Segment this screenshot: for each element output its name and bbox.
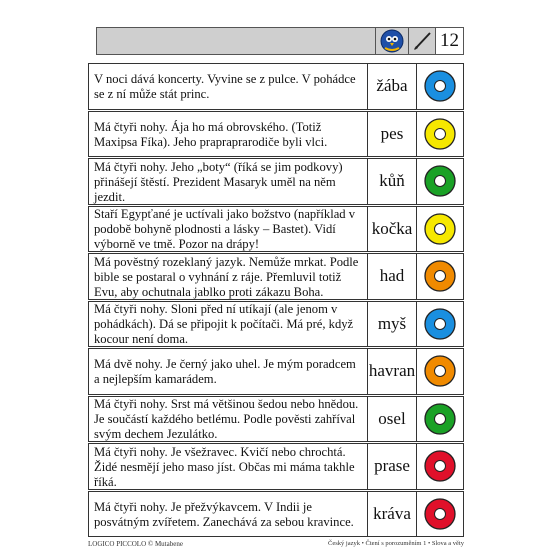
answer-word: havran <box>368 349 417 394</box>
table-row <box>88 158 464 205</box>
answer-word: žába <box>368 64 417 109</box>
clue-text: Staří Egypťané je uctívali jako božstvo (například v podobě bohyně plodnosti a lásky – Bastet). Vidí výborně ve tmě. Pozor na drápy! <box>89 207 368 252</box>
answer-word: prase <box>368 444 417 489</box>
header-bar <box>96 27 464 55</box>
clue-text: Má pověstný rozeklaný jazyk. Nemůže mrkat. Podle bible se postaral o vyhnání z ráje. Přemluvil totiž Evu, aby ochutnala jablko proti zákazu Boha. <box>89 254 368 299</box>
color-dot-cell <box>417 254 463 299</box>
color-dot-cell <box>417 112 463 157</box>
table-row <box>88 348 464 395</box>
color-dot-cell <box>417 64 463 109</box>
answer-word: kůň <box>368 159 417 204</box>
clue-text: Má čtyři nohy. Je přežvýkavcem. V Indii je posvátným zvířetem. Zanechává za sebou kravince. <box>89 492 368 537</box>
color-dot-icon <box>423 164 457 198</box>
clue-text: V noci dává koncerty. Vyvine se z pulce. V pohádce se z ní může stát princ. <box>89 64 368 109</box>
color-dot-cell <box>417 207 463 252</box>
table-row <box>88 443 464 490</box>
color-dot-icon <box>423 212 457 246</box>
table-row <box>88 253 464 300</box>
color-dot-cell <box>417 444 463 489</box>
answer-word: myš <box>368 302 417 347</box>
quiz-table <box>88 63 464 543</box>
color-dot-cell <box>417 492 463 537</box>
owl-logo-icon <box>375 28 408 54</box>
clue-text: Má čtyři nohy. Ája ho má obrovského. (Totiž Maxipsa Fíka). Jeho prapraprarodiče byli vlci. <box>89 112 368 157</box>
color-dot-icon <box>423 69 457 103</box>
answer-word: kočka <box>368 207 417 252</box>
table-row <box>88 206 464 253</box>
clue-text: Má dvě nohy. Je černý jako uhel. Je mým poradcem a nejlepším kamarádem. <box>89 349 368 394</box>
answer-word: pes <box>368 112 417 157</box>
answer-word: osel <box>368 397 417 442</box>
answer-word: had <box>368 254 417 299</box>
color-dot-icon <box>423 449 457 483</box>
color-dot-cell <box>417 302 463 347</box>
table-row <box>88 63 464 110</box>
clue-text: Má čtyři nohy. Sloni před ní utíkají (ale jenom v pohádkách). Dá se připojit k počítači. Má pré, když kocour není doma. <box>89 302 368 347</box>
color-dot-icon <box>423 259 457 293</box>
clue-text: Má čtyři nohy. Je všežravec. Kvičí nebo chrochtá. Židé nesmějí jeho maso jíst. Občas mi máma takhle říká. <box>89 444 368 489</box>
color-dot-icon <box>423 402 457 436</box>
color-dot-icon <box>423 307 457 341</box>
table-row <box>88 491 464 538</box>
answer-word: kráva <box>368 492 417 537</box>
table-row <box>88 396 464 443</box>
table-row <box>88 301 464 348</box>
color-dot-icon <box>423 497 457 531</box>
color-dot-cell <box>417 349 463 394</box>
footer-series: Český jazyk • Čtení s porozuměním 1 • Slova a věty <box>328 540 464 547</box>
color-dot-cell <box>417 159 463 204</box>
clue-text: Má čtyři nohy. Srst má většinou šedou nebo hnědou. Je součástí každého betlému. Podle pověsti zahříval svým dechem Jezulátko. <box>89 397 368 442</box>
pen-icon <box>408 28 435 54</box>
color-dot-icon <box>423 354 457 388</box>
color-dot-icon <box>423 117 457 151</box>
table-row <box>88 111 464 158</box>
color-dot-cell <box>417 397 463 442</box>
page-number: 12 <box>435 28 463 54</box>
clue-text: Má čtyři nohy. Jeho „boty“ (říká se jim podkovy) přinášejí štěstí. Prezident Masaryk uměl na něm jezdit. <box>89 159 368 204</box>
footer-copyright: LOGICO PICCOLO © Mutabene <box>88 540 183 548</box>
